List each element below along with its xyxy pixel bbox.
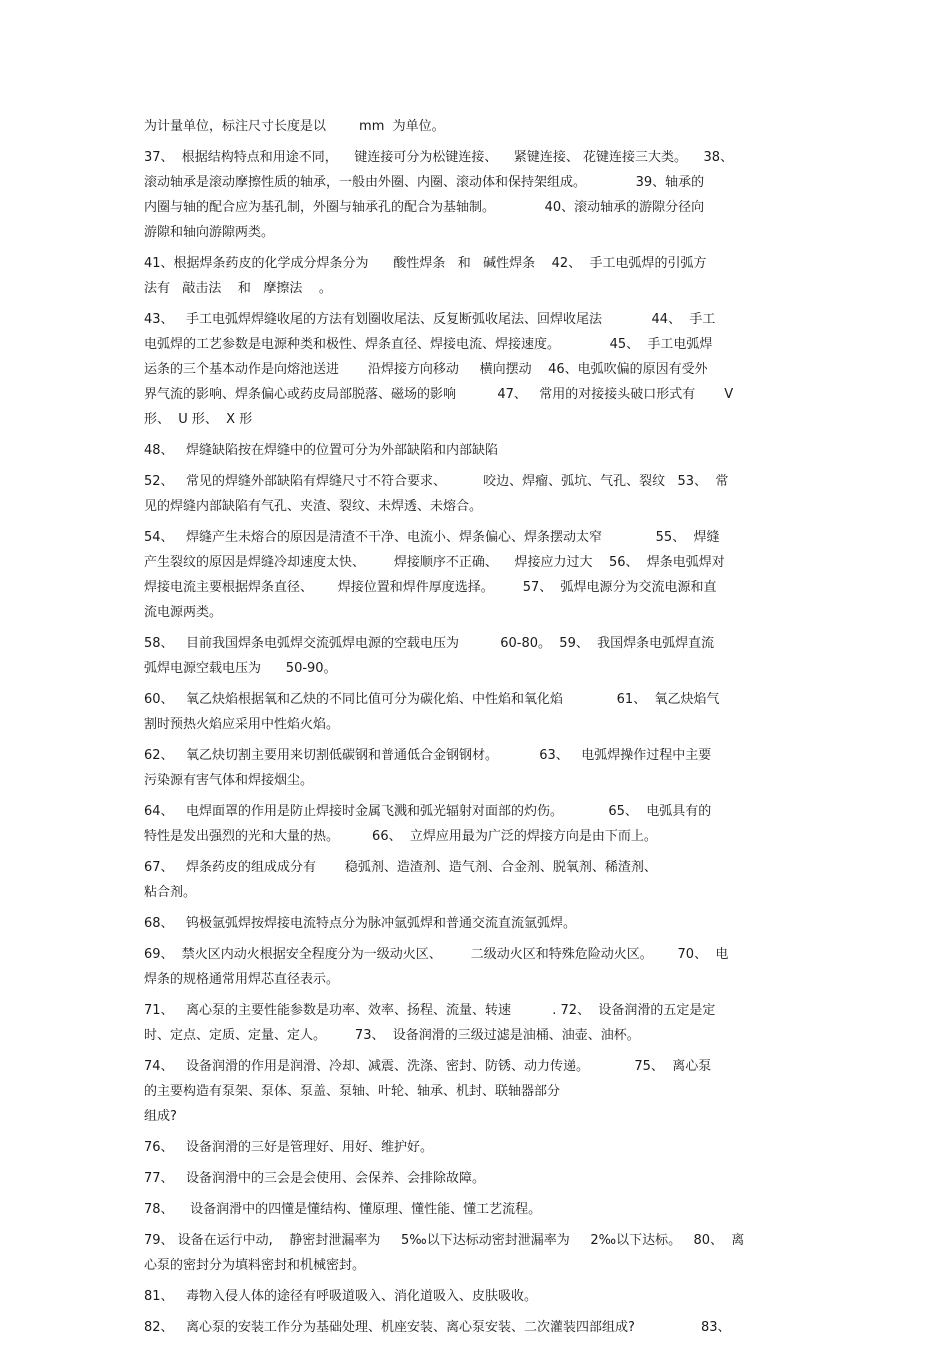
text-line: 43、 手工电弧焊焊缝收尾的方法有划圈收尾法、反复断弧收尾法、回焊收尾法 44、 手工 bbox=[144, 312, 716, 327]
text-line: 组成? bbox=[144, 1109, 177, 1124]
text-line: 内圈与轴的配合应为基孔制，外圈与轴承孔的配合为基轴制。 40、滚动轴承的游隙分径向 bbox=[144, 200, 705, 215]
text-line: 41、根据焊条药皮的化学成分焊条分为 酸性焊条 和 碱性焊条 42、 手工电弧焊的引弧方 bbox=[144, 256, 707, 271]
text-line: 79、 设备在运行中动, 静密封泄漏率为 5‰以下达标动密封泄漏率为 2‰以下达标。 80、 离 bbox=[144, 1233, 745, 1248]
paragraph bbox=[144, 251, 814, 301]
text-line: 58、 目前我国焊条电弧焊交流弧焊电源的空载电压为 60-80。 59、 我国焊条电弧焊直流 bbox=[144, 636, 715, 651]
paragraph bbox=[144, 1166, 814, 1191]
text-line: 法有 敲击法 和 摩擦法 。 bbox=[144, 281, 332, 296]
paragraph bbox=[144, 998, 814, 1048]
text-line: 48、 焊缝缺陷按在焊缝中的位置可分为外部缺陷和内部缺陷 bbox=[144, 443, 498, 458]
text-line: 见的焊缝内部缺陷有气孔、夹渣、裂纹、未焊透、未熔合。 bbox=[144, 499, 483, 514]
text-line: 时、定点、定质、定量、定人。 73、 设备润滑的三级过滤是油桶、油壶、油杯。 bbox=[144, 1028, 640, 1043]
text-line: 78、 设备润滑中的四懂是懂结构、懂原理、懂性能、懂工艺流程。 bbox=[144, 1202, 542, 1217]
paragraph bbox=[144, 469, 814, 519]
paragraph bbox=[144, 114, 814, 139]
text-line: 52、 常见的焊缝外部缺陷有焊缝尺寸不符合要求、 咬边、焊瘤、弧坑、气孔、裂纹 53、 常 bbox=[144, 474, 729, 489]
text-line: 76、 设备润滑的三好是管理好、用好、维护好。 bbox=[144, 1140, 433, 1155]
text-line: 60、 氧乙炔焰根据氧和乙炔的不同比值可分为碳化焰、中性焰和氧化焰 61、 氧乙炔焰气 bbox=[144, 692, 720, 707]
text-line: 68、 钨极氩弧焊按焊接电流特点分为脉冲氩弧焊和普通交流直流氩弧焊。 bbox=[144, 916, 576, 931]
text-line: 电弧焊的工艺参数是电源种类和极性、焊条直径、焊接电流、焊接速度。 45、 手工电弧焊 bbox=[144, 337, 713, 352]
text-line: 77、 设备润滑中的三会是会使用、会保养、会排除故障。 bbox=[144, 1171, 485, 1186]
text-line: 81、 毒物入侵人体的途径有呼吸道吸入、消化道吸入、皮肤吸收。 bbox=[144, 1289, 537, 1304]
paragraph bbox=[144, 799, 814, 849]
paragraph bbox=[144, 1054, 814, 1129]
text-line: 流电源两类。 bbox=[144, 605, 223, 620]
document-body bbox=[144, 114, 814, 1346]
text-line: 为计量单位，标注尺寸长度是以 mm 为单位。 bbox=[144, 119, 445, 134]
paragraph bbox=[144, 1228, 814, 1278]
text-line: 71、 离心泵的主要性能参数是功率、效率、扬程、流量、转速 . 72、 设备润滑的五定是定 bbox=[144, 1003, 716, 1018]
text-line: 焊条的规格通常用焊芯直径表示。 bbox=[144, 972, 340, 987]
text-line: 形、 U 形、 X 形 bbox=[144, 412, 253, 427]
paragraph bbox=[144, 743, 814, 793]
paragraph bbox=[144, 1197, 814, 1222]
paragraph bbox=[144, 942, 814, 992]
text-line: 滚动轴承是滚动摩擦性质的轴承，一般由外圈、内圈、滚动体和保持架组成。 39、轴承的 bbox=[144, 175, 705, 190]
paragraph bbox=[144, 1284, 814, 1309]
text-line: 界气流的影响、焊条偏心或药皮局部脱落、磁场的影响 47、 常用的对接接头破口形式有 V bbox=[144, 387, 734, 402]
paragraph bbox=[144, 1135, 814, 1160]
text-line: 的主要构造有泵架、泵体、泵盖、泵轴、叶轮、轴承、机封、联轴器部分 bbox=[144, 1084, 561, 1099]
text-line: 64、 电焊面罩的作用是防止焊接时金属飞溅和弧光辐射对面部的灼伤。 65、 电弧具有的 bbox=[144, 804, 712, 819]
paragraph bbox=[144, 438, 814, 463]
text-line: 产生裂纹的原因是焊缝冷却速度太快、 焊接顺序不正确、 焊接应力过大 56、 焊条电弧焊对 bbox=[144, 555, 725, 570]
text-line: 心泵的密封分为填料密封和机械密封。 bbox=[144, 1258, 366, 1273]
text-line: 弧焊电源空载电压为 50-90。 bbox=[144, 661, 337, 676]
paragraph bbox=[144, 1315, 814, 1340]
paragraph bbox=[144, 687, 814, 737]
paragraph bbox=[144, 911, 814, 936]
paragraph bbox=[144, 145, 814, 245]
text-line: 69、 禁火区内动火根据安全程度分为一级动火区、 二级动火区和特殊危险动火区。 70、 电 bbox=[144, 947, 729, 962]
text-line: 82、 离心泵的安装工作分为基础处理、机座安装、离心泵安装、二次灌装四部组成? 83、 bbox=[144, 1320, 731, 1335]
paragraph bbox=[144, 631, 814, 681]
text-line: 62、 氧乙炔切割主要用来切割低碳钢和普通低合金钢钢材。 63、 电弧焊操作过程中主要 bbox=[144, 748, 712, 763]
text-line: 焊接电流主要根据焊条直径、 焊接位置和焊件厚度选择。 57、 弧焊电源分为交流电源和直 bbox=[144, 580, 717, 595]
text-line: 37、 根据结构特点和用途不同， 键连接可分为松键连接、 紧键连接、 花键连接三大类。 38、 bbox=[144, 150, 734, 165]
paragraph bbox=[144, 307, 814, 432]
text-line: 特性是发出强烈的光和大量的热。 66、 立焊应用最为广泛的焊接方向是由下而上。 bbox=[144, 829, 657, 844]
text-line: 游隙和轴向游隙两类。 bbox=[144, 225, 275, 240]
text-line: 污染源有害气体和焊接烟尘。 bbox=[144, 773, 314, 788]
paragraph bbox=[144, 525, 814, 625]
text-line: 74、 设备润滑的作用是润滑、冷却、减震、洗涤、密封、防锈、动力传递。 75、 离心泵 bbox=[144, 1059, 712, 1074]
text-line: 67、 焊条药皮的组成成分有 稳弧剂、造渣剂、造气剂、合金剂、脱氧剂、稀渣剂、 bbox=[144, 860, 657, 875]
text-line: 粘合剂。 bbox=[144, 885, 197, 900]
text-line: 割时预热火焰应采用中性焰火焰。 bbox=[144, 717, 340, 732]
text-line: 54、 焊缝产生未熔合的原因是清渣不干净、电流小、焊条偏心、焊条摆动太窄 55、 焊缝 bbox=[144, 530, 720, 545]
text-line: 运条的三个基本动作是向熔池送进 沿焊接方向移动 横向摆动 46、电弧吹偏的原因有受外 bbox=[144, 362, 708, 377]
paragraph bbox=[144, 855, 814, 905]
